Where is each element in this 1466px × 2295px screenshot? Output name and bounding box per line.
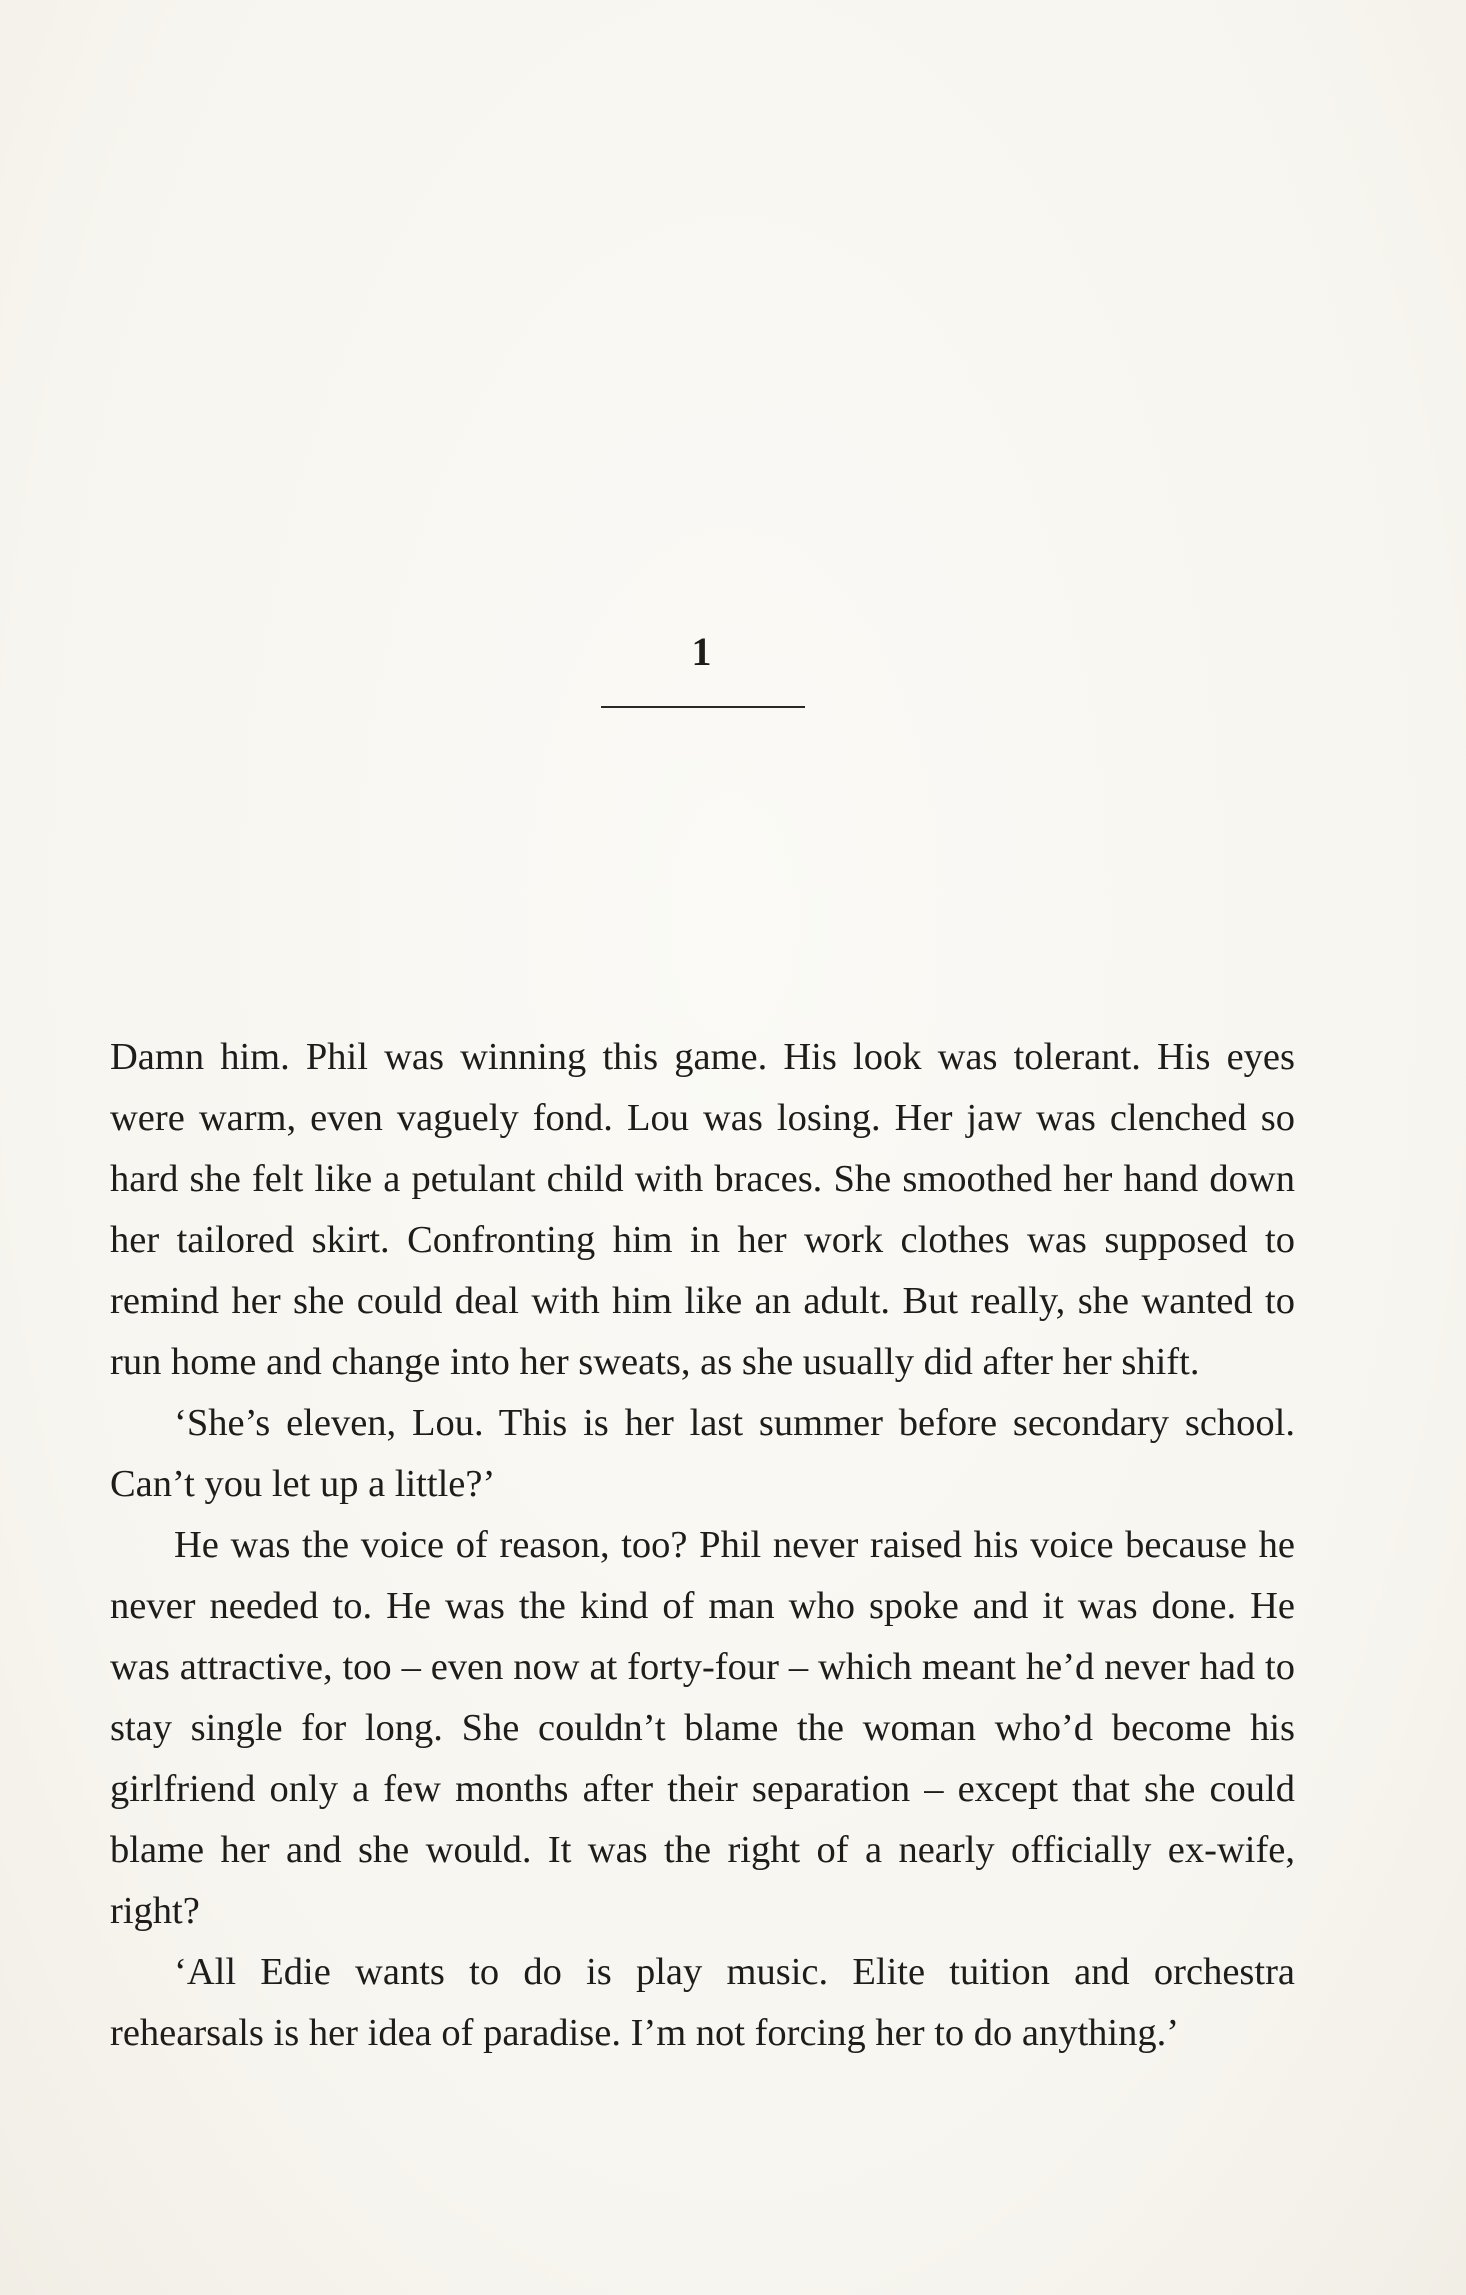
paragraph: He was the voice of reason, too? Phil never raised his voice because he never needed to. He was the kind of man who spoke and it was done. He was attractive, too – even now at forty-four – which meant he’d never had to stay single for long. She couldn’t blame the woman who’d become his girlfriend only a few months after their separation – except that she could blame her and she would. It was the right of a nearly officially ex-wife, right? [110,1524,1295,1932]
paragraph: ‘She’s eleven, Lou. This is her last summer before secondary school. Can’t you let up a little?’ [110,1402,1295,1505]
chapter-body [110,1027,1295,2064]
paragraph: Damn him. Phil was winning this game. His look was tolerant. His eyes were warm, even vaguely fond. Lou was losing. Her jaw was clenched so hard she felt like a petulant child with braces. She smoothed her hand down her tailored skirt. Confronting him in her work clothes was supposed to remind her she could deal with him like an adult. But really, she wanted to run home and change into her sweats, as she usually did after her shift. [110,1036,1295,1383]
paragraph: ‘All Edie wants to do is play music. Elite tuition and orchestra rehearsals is her idea of paradise. I’m not forcing her to do anything.’ [110,1951,1295,2054]
chapter-rule [601,706,805,708]
chapter-number: 1 [691,629,713,674]
